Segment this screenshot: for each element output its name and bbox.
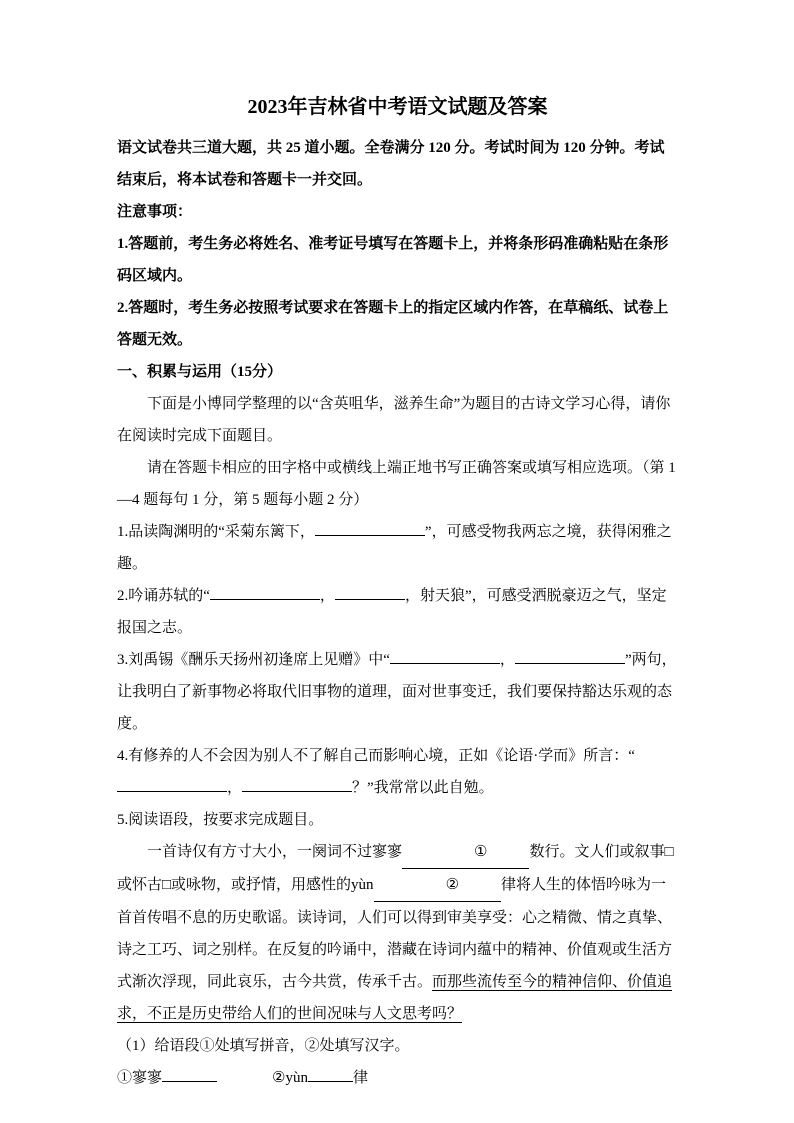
- passage-segment-1: 一首诗仅有方寸大小，一阕词不过寥寥: [147, 844, 403, 860]
- question-4-text-post: ？”我常常以此自勉。: [352, 780, 494, 796]
- numbered-blank-2: ②: [374, 869, 501, 902]
- answer-blank: [117, 777, 227, 792]
- question-1-text-post: ”，可感受物我两忘之境，获得闲雅之趣。: [117, 524, 672, 572]
- page-title: 2023年吉林省中考语文试题及答案: [247, 96, 548, 118]
- answer-blank: [242, 777, 352, 792]
- question-1: [117, 516, 678, 580]
- question-2-text-mid: ，: [319, 588, 335, 604]
- question-2-text-post: ，射天狼”，可感受洒脱豪迈之气，坚定报国之志。: [117, 588, 667, 636]
- question-3-text-mid: ，: [499, 652, 515, 668]
- answer-blank: [390, 649, 500, 664]
- passage-segment-3: 律将人生的体悟吟咏为一首首传唱不息的历史歌谣。读诗词，人们可以得到审美享受：心之精微、情之真挚、诗之工巧、词之别样。在反复的吟诵中，潜藏在诗词内蕴中的精神、价值观或生活方式渐次浮现，同此哀乐，古今共赏，传承千古。: [117, 877, 673, 990]
- answer-b-label: ②yùn: [272, 1070, 308, 1086]
- question-2: [117, 580, 678, 644]
- notes-heading: 注意事项：: [117, 204, 193, 220]
- question-5-sub-1: （1）给语段①处填写拼音，②处填写汉字。: [117, 1038, 410, 1054]
- answer-blank: [308, 1067, 353, 1082]
- exam-preamble: 语文试卷共三道大题，共 25 道小题。全卷满分 120 分。考试时间为 120 分钟。考试结束后，将本试卷和答题卡一并交回。: [117, 140, 665, 188]
- question-4-text-pre: 4.有修养的人不会因为别人不了解自己而影响心境，正如《论语·学而》所言：“: [117, 748, 635, 764]
- numbered-blank-1: ①: [402, 836, 529, 869]
- question-4-text-mid: ，: [227, 780, 243, 796]
- answer-blank: [315, 521, 425, 536]
- answer-blank: [515, 649, 625, 664]
- passage-segment-2: 数行。文人们或叙事□或怀古□或咏物，或抒情，用感性的yùn: [117, 844, 674, 893]
- note-item-2: 2.答题时，考生务必按照考试要求在答题卡上的指定区域内作答，在草稿纸、试卷上答题无效。: [117, 300, 669, 348]
- section-heading: 一、积累与运用（15分）: [117, 364, 283, 380]
- question-5-answer-line: [117, 1062, 678, 1094]
- question-4: [117, 740, 678, 804]
- question-5-passage: [117, 836, 678, 1030]
- question-2-text-pre: 2.吟诵苏轼的“: [117, 588, 210, 604]
- section-intro: 下面是小博同学整理的以“含英咀华，滋养生命”为题目的古诗文学习心得，请你在阅读时完成下面题目。: [117, 396, 671, 444]
- answer-blank: [162, 1067, 217, 1082]
- question-3: [117, 644, 678, 740]
- section-instructions: 请在答题卡相应的田字格中或横线上端正地书写正确答案或填写相应选项。（第 1—4 题每句 1 分，第 5 题每小题 2 分）: [117, 460, 676, 508]
- answer-b-suffix: 律: [352, 1070, 368, 1086]
- answer-blank: [210, 585, 320, 600]
- question-3-text-post: ”两句，让我明白了新事物必将取代旧事物的道理，面对世事变迁，我们要保持豁达乐观的态度。: [117, 652, 677, 732]
- answer-a-label: ①寥寥: [117, 1070, 163, 1086]
- question-3-text-pre: 3.刘禹锡《酬乐天扬州初逢席上见赠》中“: [117, 652, 390, 668]
- passage-underlined-sentence: 而那些流传至今的精神信仰、价值追求，不正是历史带给人们的世间况味与人文思考吗？: [117, 974, 673, 1022]
- question-1-text-pre: 1.品读陶渊明的“采菊东篱下，: [117, 524, 315, 540]
- answer-blank: [335, 585, 405, 600]
- question-5-lead: 5.阅读语段，按要求完成题目。: [117, 812, 324, 828]
- note-item-1: 1.答题前，考生务必将姓名、准考证号填写在答题卡上，并将条形码准确粘贴在条形码区域内。: [117, 236, 669, 284]
